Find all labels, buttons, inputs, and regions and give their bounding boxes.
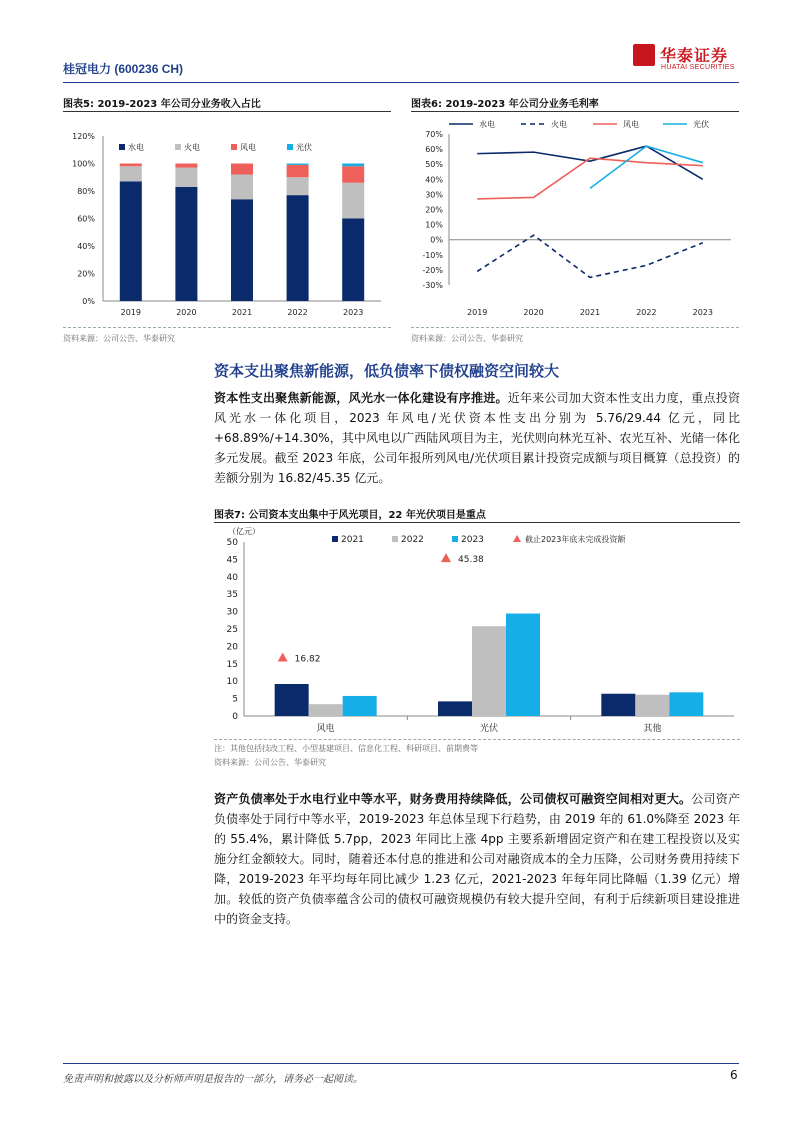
- fig6-xtick-label: 2020: [523, 308, 544, 317]
- fig7-divider: [214, 739, 740, 740]
- fig5-bar-光伏: [342, 164, 364, 167]
- fig7-ytick-label: 50: [226, 538, 238, 548]
- fig5-bar-风电: [231, 164, 253, 175]
- fig6-source: 资料来源：公司公告、华泰研究: [411, 334, 523, 343]
- fig7-title: 图表7: 公司资本支出集中于风光项目，22 年光伏项目是重点: [214, 510, 486, 521]
- fig6-line-火电: [477, 235, 703, 277]
- fig7-note: 注：其他包括技改工程、小型基建项目、信息化工程、科研项目、前期费等: [214, 744, 478, 753]
- fig7-rule: [214, 522, 740, 523]
- fig7-bar-2021: [601, 694, 635, 716]
- company-title: 桂冠电力 (600236 CH): [63, 62, 184, 76]
- fig6-xtick-label: 2019: [467, 308, 488, 317]
- fig5-bar-火电: [342, 183, 364, 219]
- fig5-bar-水电: [175, 187, 197, 301]
- fig5-legend-label: 风电: [240, 143, 256, 152]
- fig6-line-风电: [477, 158, 703, 199]
- fig5-bar-风电: [120, 164, 142, 167]
- fig6-ytick-label: 50%: [425, 160, 443, 170]
- fig6-legend-label: 光伏: [693, 120, 709, 129]
- fig7-xtick-label: 其他: [643, 724, 662, 734]
- fig7-ytick-label: 30: [226, 607, 238, 618]
- fig7-legend-label: 2021: [341, 535, 364, 545]
- fig5-bar-水电: [231, 199, 253, 301]
- fig7-ytick-label: 15: [226, 659, 238, 670]
- fig5-legend-swatch: [231, 144, 237, 150]
- section-heading: 资本支出聚焦新能源，低负债率下债权融资空间较大: [214, 362, 560, 380]
- fig7-marker-triangle: [278, 652, 288, 661]
- fig6-legend-label: 水电: [479, 120, 495, 129]
- fig5-ytick-label: 120%: [72, 132, 95, 141]
- fig7-ytick-label: 10: [226, 677, 238, 688]
- fig5-ytick-label: 40%: [77, 242, 95, 251]
- paragraph-capex-lead: 资本性支出聚焦新能源，风光水一体化建设有序推进。: [214, 391, 508, 405]
- fig6-ytick-label: 0%: [430, 235, 443, 245]
- fig7-ytick-label: 45: [226, 555, 238, 566]
- fig7-legend-label: 截止2023年底未完成投资额: [525, 535, 626, 544]
- paragraph-capex-body: 近年来公司加大资本性支出力度，重点投资风光水一体化项目，2023 年风电/光伏资本性支出分别为 5.76/29.44 亿元，同比+68.89%/+14.30%，其中风电以广西陆风项目为主，光伏则向林光互补、农光互补、光储一体化多元发展。截至 2023 年底，公司年报所列风电/光伏项目累计投资完成额与项目概算（总投资）的差额分别为 16.82/45.35 亿元。: [214, 391, 740, 485]
- fig7-bar-2021: [275, 684, 309, 716]
- fig5-legend-label: 光伏: [296, 143, 312, 152]
- fig5-bar-火电: [120, 166, 142, 181]
- fig6-legend-label: 火电: [551, 120, 567, 129]
- fig7-bar-2021: [438, 701, 472, 716]
- fig5-bar-火电: [287, 177, 309, 195]
- fig6-line-水电: [477, 146, 703, 179]
- fig6-ytick-label: 10%: [425, 220, 443, 230]
- brand-name-cn: 华泰证券: [660, 46, 729, 65]
- page-number: 6: [730, 1068, 738, 1082]
- fig5-bar-水电: [120, 181, 142, 301]
- fig7-marker-triangle: [441, 553, 451, 562]
- fig6-ytick-label: -10%: [422, 250, 443, 260]
- fig5-ytick-label: 60%: [77, 214, 95, 224]
- footer-rule: [63, 1063, 739, 1064]
- fig6-title: 图表6: 2019-2023 年公司分业务毛利率: [411, 99, 599, 110]
- fig7-xtick-label: 光伏: [479, 724, 499, 734]
- fig7-legend-swatch: [332, 536, 338, 542]
- fig5-divider: [63, 327, 391, 328]
- fig7-marker-label: 16.82: [294, 654, 321, 665]
- fig5-xtick-label: 2019: [120, 308, 141, 317]
- fig7-source: 资料来源：公司公告、华泰研究: [214, 758, 326, 767]
- fig5-xtick-label: 2022: [287, 308, 308, 317]
- fig5-bar-光伏: [287, 164, 309, 165]
- fig6-ytick-label: 20%: [425, 205, 443, 215]
- fig5-legend-swatch: [119, 144, 125, 150]
- fig6-line-光伏: [590, 146, 703, 188]
- fig5-ytick-label: 0%: [82, 297, 95, 306]
- fig6-xtick-label: 2021: [579, 308, 601, 317]
- fig5-xtick-label: 2021: [231, 308, 253, 317]
- fig5-ytick-label: 80%: [77, 187, 95, 196]
- fig6-xtick-label: 2022: [636, 308, 657, 317]
- fig7-ytick-label: 35: [226, 590, 238, 601]
- fig7-ytick-label: 25: [226, 625, 238, 635]
- fig7-legend-swatch: [452, 536, 458, 542]
- fig6-ytick-label: 40%: [425, 175, 443, 185]
- fig7-legend-label: 2022: [401, 535, 424, 545]
- fig5-bar-水电: [342, 219, 364, 302]
- fig6-chart: [411, 112, 739, 322]
- brand-logo-icon: [633, 44, 655, 66]
- fig7-bar-2022: [635, 695, 669, 716]
- fig7-legend-swatch: [392, 536, 398, 542]
- paragraph-leverage-body: 公司资产负债率处于同行中等水平，2019-2023 年总体呈现下行趋势，由 2019 年的 61.0%降至 2023 年的 55.4%，累计降低 5.7pp，2023 年同比上涨 4pp 主要系新增固定资产和在建工程投资以及实施分红金额较大。同时，随着还本付息的推进和公司对融资成本的全力压降，公司财务费用持续下降，2019-2023 年平均每年同比减少 1.23 亿元，2021-2023 年每年同比降幅（1.39 亿元）增加。较低的资产负债率蕴含公司的债权可融资规模仍有较大提升空间，有利于后续新项目建设推进中的资金支持。: [214, 792, 740, 926]
- fig6-ytick-label: -20%: [422, 265, 443, 275]
- fig7-unit-label: （亿元）: [228, 527, 260, 536]
- fig5-bar-风电: [342, 166, 364, 183]
- fig6-ytick-label: 70%: [425, 130, 443, 139]
- paragraph-capex: [214, 388, 740, 488]
- fig5-ytick-label: 100%: [72, 159, 95, 169]
- fig5-bar-火电: [175, 168, 197, 187]
- fig7-bar-2023: [506, 614, 540, 716]
- fig7-bar-2023: [669, 692, 703, 716]
- fig5-ytick-label: 20%: [77, 269, 95, 279]
- fig6-divider: [411, 327, 739, 328]
- brand-name-en: HUATAI SECURITIES: [661, 64, 735, 71]
- fig7-ytick-label: 20: [226, 642, 238, 653]
- fig6-ytick-label: 60%: [425, 145, 443, 155]
- fig5-bar-风电: [287, 165, 309, 177]
- fig7-legend-triangle: [513, 535, 521, 542]
- fig7-legend-label: 2023: [461, 535, 484, 545]
- fig5-legend-swatch: [175, 144, 181, 150]
- fig5-legend-label: 火电: [184, 143, 200, 152]
- fig7-bar-2022: [472, 626, 506, 716]
- fig7-marker-label: 45.38: [458, 555, 484, 566]
- fig7-chart: [214, 524, 740, 738]
- fig7-xtick-label: 风电: [316, 724, 335, 734]
- fig7-ytick-label: 5: [232, 694, 238, 705]
- fig5-source: 资料来源：公司公告、华泰研究: [63, 334, 175, 343]
- fig5-title: 图表5: 2019-2023 年公司分业务收入占比: [63, 99, 261, 110]
- fig7-ytick-label: 0: [232, 712, 238, 722]
- fig5-chart: [63, 120, 391, 320]
- fig5-legend-swatch: [287, 144, 293, 150]
- paragraph-leverage-lead: 资产负债率处于水电行业中等水平，财务费用持续降低，公司债权可融资空间相对更大。: [214, 792, 692, 806]
- fig7-bar-2022: [309, 704, 343, 716]
- fig7-bar-2023: [343, 696, 377, 716]
- fig6-legend-label: 风电: [623, 120, 639, 129]
- fig5-legend-label: 水电: [128, 143, 144, 152]
- paragraph-leverage: [214, 789, 740, 929]
- fig6-ytick-label: 30%: [425, 190, 443, 200]
- fig5-rule: [63, 111, 391, 112]
- fig6-xtick-label: 2023: [692, 308, 713, 317]
- fig5-bar-水电: [287, 195, 309, 301]
- fig5-bar-火电: [231, 175, 253, 200]
- header-rule: [63, 82, 739, 83]
- footer-disclaimer: 免责声明和披露以及分析师声明是报告的一部分，请务必一起阅读。: [63, 1074, 363, 1085]
- fig6-ytick-label: -30%: [422, 281, 443, 290]
- fig5-xtick-label: 2020: [176, 308, 197, 317]
- fig5-xtick-label: 2023: [343, 308, 364, 317]
- fig7-ytick-label: 40: [226, 572, 238, 583]
- fig5-bar-风电: [175, 164, 197, 168]
